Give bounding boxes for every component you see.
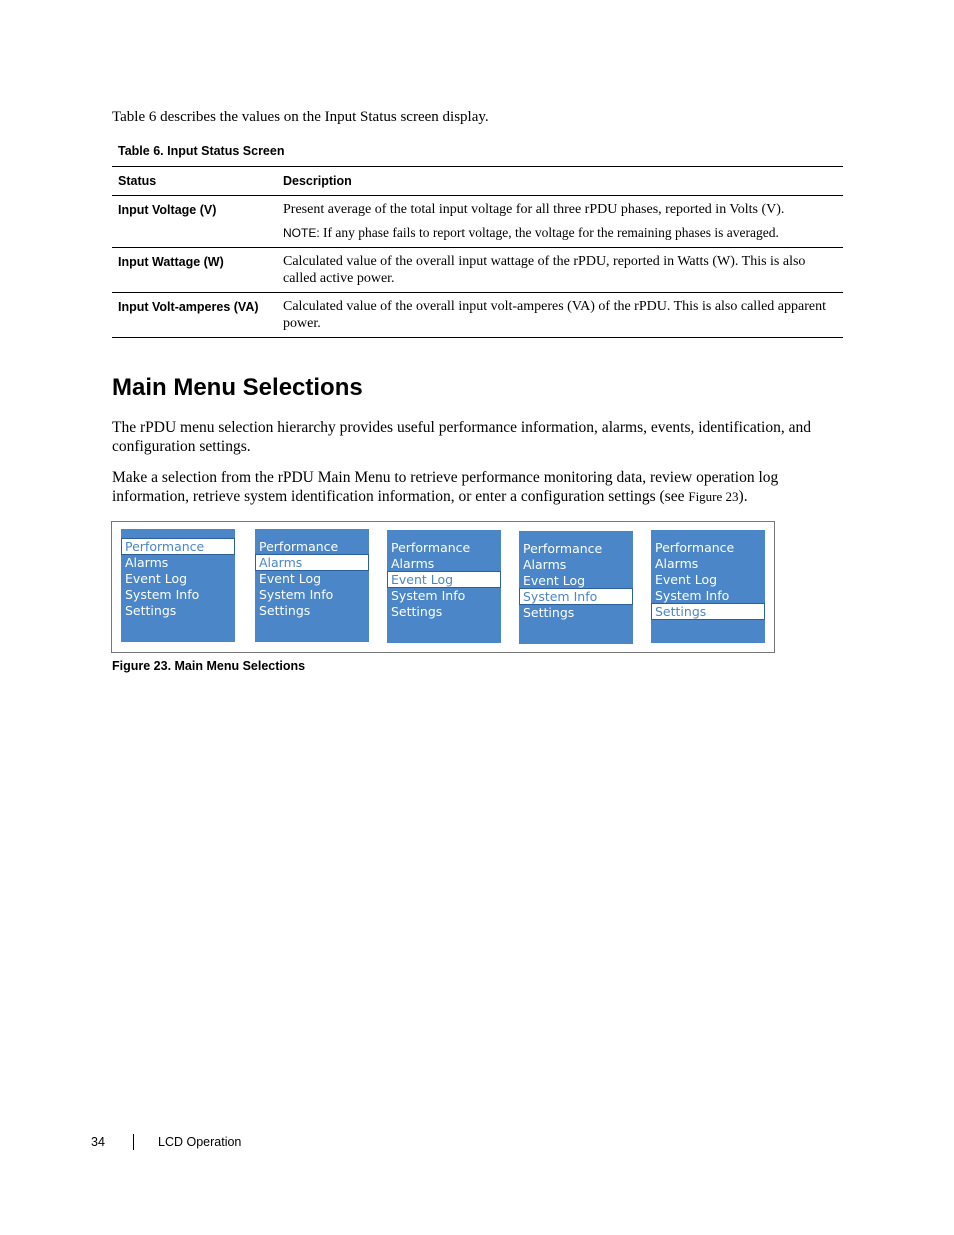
menu-item: Event Log <box>388 572 500 587</box>
intro-text: Table 6 describes the values on the Input Status screen display. <box>112 109 489 125</box>
note-label: NOTE: <box>283 226 320 240</box>
menu-item: Settings <box>523 605 575 620</box>
paragraph-text: ). <box>738 488 748 505</box>
description-text: Present average of the total input voltage for all three rPDU phases, reported in Volts (V). <box>283 202 785 217</box>
paragraph-text: Make a selection from the rPDU Main Menu to retrieve performance monitoring data, review operation log information, retrieve system identification information, or enter a configuration settings (see <box>112 469 779 505</box>
menu-item: Settings <box>652 604 764 619</box>
lcd-screen <box>255 529 369 642</box>
status-cell: Input Voltage (V) <box>112 196 277 248</box>
description-cell: Calculated value of the overall input volt-amperes (VA) of the rPDU. This is also called apparent power. <box>277 293 843 338</box>
menu-item: Performance <box>523 541 603 556</box>
footer-section: LCD Operation <box>158 1135 242 1149</box>
table-caption: Table 6. Input Status Screen <box>118 144 285 158</box>
menu-item: Event Log <box>125 571 188 586</box>
status-cell: Input Wattage (W) <box>112 248 277 293</box>
menu-item: Performance <box>122 539 234 554</box>
menu-item: System Info <box>125 587 200 602</box>
lcd-screen <box>387 530 501 643</box>
lcd-screen <box>121 529 235 642</box>
page-number: 34 <box>91 1135 105 1149</box>
body-paragraph <box>112 468 847 506</box>
menu-item: Event Log <box>523 573 586 588</box>
figure-caption: Figure 23. Main Menu Selections <box>112 659 306 673</box>
footer-divider <box>133 1134 134 1150</box>
description-cell: Calculated value of the overall input wattage of the rPDU, reported in Watts (W). This is also called active power. <box>277 248 843 293</box>
menu-item: Alarms <box>256 555 368 570</box>
lcd-screen <box>519 531 633 644</box>
note-text: If any phase fails to report voltage, the voltage for the remaining phases is averaged. <box>319 225 779 240</box>
menu-item: Settings <box>391 604 443 619</box>
input-status-table <box>112 166 843 338</box>
description-cell <box>277 196 843 248</box>
menu-item: Settings <box>259 603 311 618</box>
menu-item: Performance <box>391 540 471 555</box>
note <box>283 224 837 242</box>
menu-item: Performance <box>259 539 339 554</box>
table-row <box>112 293 843 338</box>
menu-item: System Info <box>655 588 730 603</box>
main-menu-figure <box>111 521 775 653</box>
table-row <box>112 248 843 293</box>
section-heading: Main Menu Selections <box>112 374 363 401</box>
menu-item: System Info <box>391 588 466 603</box>
table-row <box>112 196 843 248</box>
body-paragraph: The rPDU menu selection hierarchy provides useful performance information, alarms, events, identification, and configuration settings. <box>112 419 811 455</box>
menu-item: Alarms <box>125 555 169 570</box>
lcd-screen <box>651 530 765 643</box>
menu-item: System Info <box>259 587 334 602</box>
header-description: Description <box>277 167 843 196</box>
menu-item: Alarms <box>391 556 435 571</box>
menu-item: Event Log <box>259 571 322 586</box>
status-cell: Input Volt-amperes (VA) <box>112 293 277 338</box>
menu-item: System Info <box>520 589 632 604</box>
menu-item: Performance <box>655 540 735 555</box>
menu-item: Alarms <box>523 557 567 572</box>
menu-item: Settings <box>125 603 177 618</box>
menu-item: Alarms <box>655 556 699 571</box>
figure-reference: Figure 23 <box>688 489 739 504</box>
header-status: Status <box>112 167 277 196</box>
menu-item: Event Log <box>655 572 718 587</box>
